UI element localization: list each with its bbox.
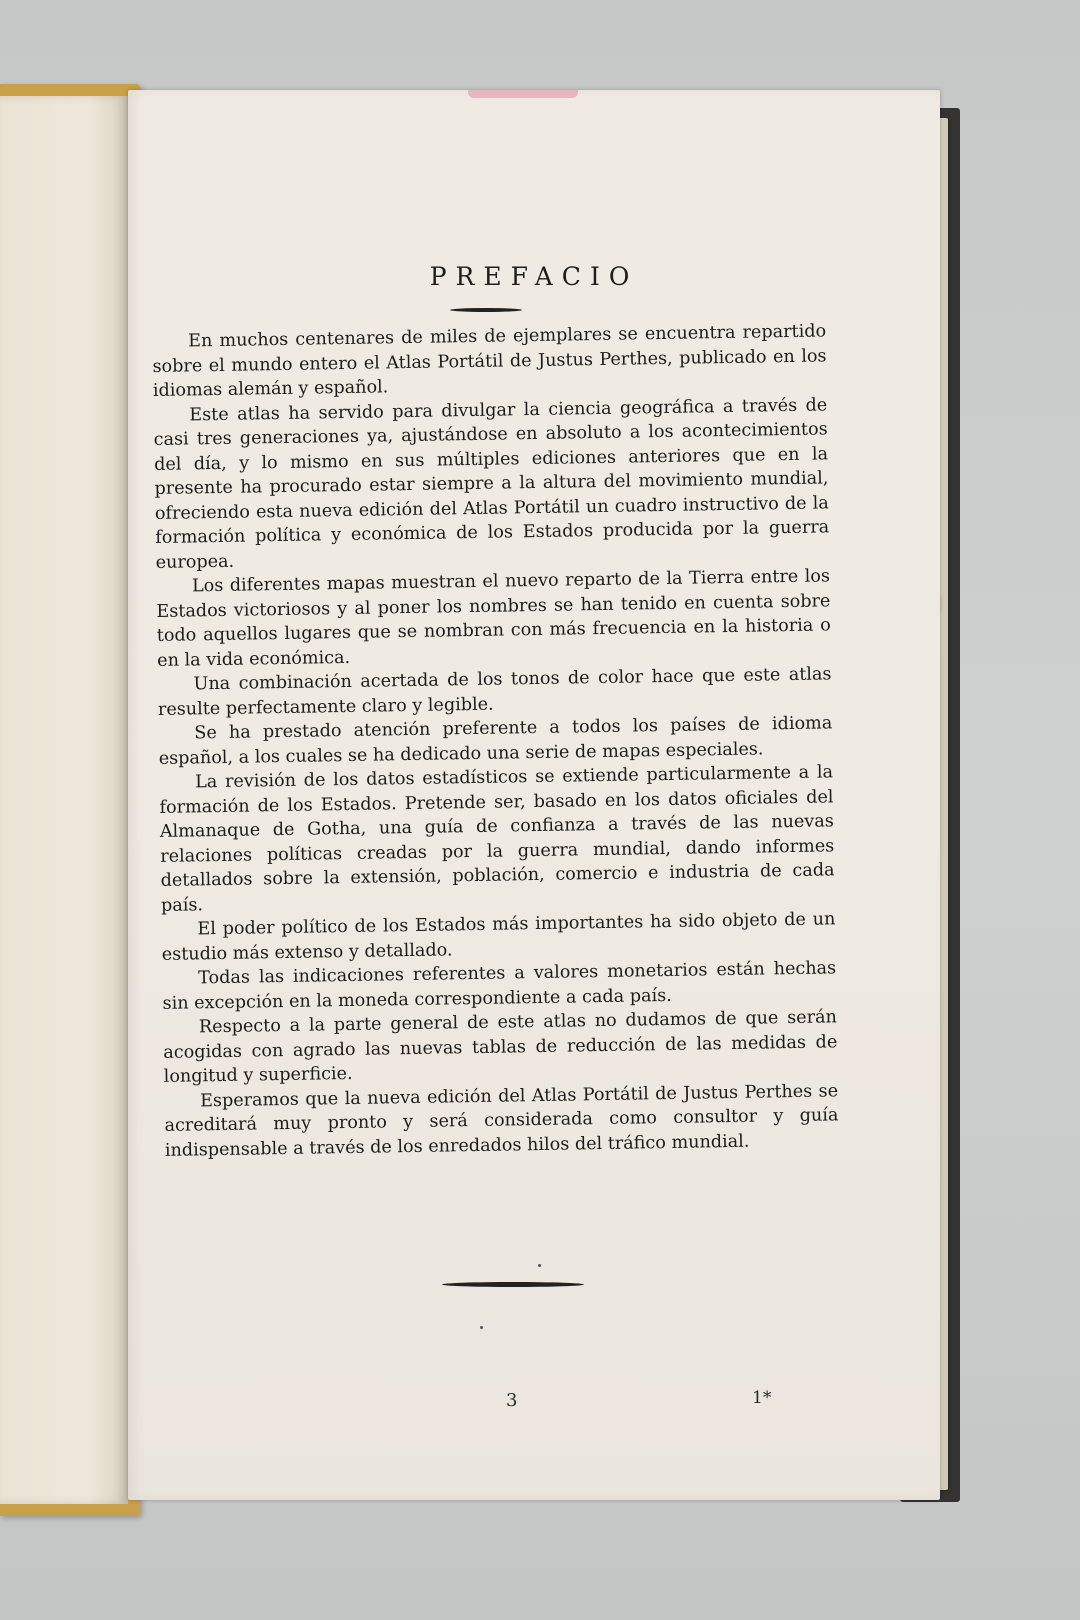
paragraph: Esperamos que la nueva edición del Atlas Portátil de Justus Perthes se acreditará muy pronto y será considerada como consultor y guía indispensable a través de los enredados hilos del tráfico mundial. — [164, 1080, 839, 1161]
paragraph: Respecto a la parte general de este atlas no dudamos de que serán acogidas con agrado las nuevas tablas de reducción de las medidas de longitud y superficie. — [163, 1007, 838, 1087]
paragraph: Se ha prestado atención preferente a todos los países de idioma español, a los cuales se ha dedicado una serie de mapas especiales. — [158, 713, 833, 769]
paragraph: Todas las indicaciones referentes a valores monetarios están hechas sin excepción en la moneda correspondiente a cada país. — [162, 958, 837, 1014]
paragraph: Una combinación acertada de los tonos de color hace que este atlas resulte perfectamente claro y legible. — [157, 664, 832, 720]
paragraph: El poder político de los Estados más importantes ha sido objeto de un estudio más extenso y detallado. — [161, 909, 836, 965]
paragraph: Los diferentes mapas muestran el nuevo reparto de la Tierra entre los Estados victoriosos y al poner los nombres se han tenido en cuenta sobre todo aquellos lugares que se nombran con más frecuencia en la historia o en la vida económica. — [156, 566, 831, 671]
page-number: 3 — [506, 1390, 518, 1411]
left-page — [0, 96, 128, 1504]
paragraph: En muchos centenares de miles de ejemplares se encuentra repartido sobre el mundo entero el Atlas Portátil de Justus Perthes, publicado en los idiomas alemán y español. — [152, 321, 827, 401]
signature-mark: 1* — [752, 1388, 772, 1408]
ink-speck — [480, 1326, 483, 1329]
page-title: PREFACIO — [429, 262, 639, 291]
paragraph: Este atlas ha servido para divulgar la ciencia geográfica a través de casi tres generaciones ya, ajustándose en absoluto a los acontecimientos del día, y lo mismo en sus múltiples ediciones anteriores que en la presente ha procurado estar siempre a la altura del movimiento mundial, ofreciendo esta nueva edición del Atlas Portátil un cuadro instructivo de la formación política y económica de los Estados producida por la guerra europea. — [153, 394, 830, 573]
pink-stain — [468, 90, 578, 98]
preface-body — [152, 319, 839, 1162]
title-ornament-rule — [450, 308, 522, 312]
paragraph: La revisión de los datos estadísticos se extiende particularmente a la formación de los Estados. Pretende ser, basado en los datos oficiales del Almanaque de Gotha, una guía de confianza a través de las nuevas relaciones políticas creadas por la guerra mundial, dando informes detallados sobre la extensión, población, comercio e industria de cada país. — [159, 762, 835, 916]
closing-ornament-rule — [442, 1282, 584, 1287]
preface-page — [128, 90, 940, 1500]
ink-speck — [538, 1264, 541, 1267]
